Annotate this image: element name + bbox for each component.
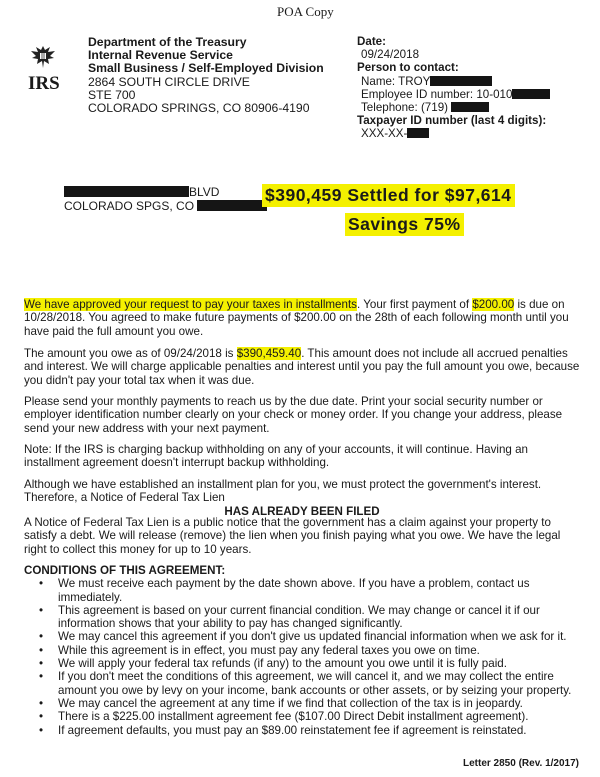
taxpayer-value: XXX-XX- [357, 127, 550, 140]
conditions-title: CONDITIONS OF THIS AGREEMENT: [24, 564, 226, 577]
sender-suite: STE 700 [88, 87, 136, 102]
irs-logo [28, 44, 62, 95]
irs-eagle-icon [28, 44, 58, 70]
lien-filed-heading: HAS ALREADY BEEN FILED [224, 504, 380, 518]
list-item: • We may cancel the agreement at any time if we find that collection of the tax is in jeopardy. [39, 696, 523, 710]
sender-street: 2864 SOUTH CIRCLE DRIVE [88, 74, 250, 89]
settlement-highlight: $390,459 Settled for $97,614 [262, 184, 515, 207]
recipient-address [64, 185, 267, 213]
date-label: Date: [357, 35, 386, 48]
irs-logo-text: IRS [28, 73, 60, 94]
service-name: Internal Revenue Service [88, 48, 233, 63]
sender-city: COLORADO SPRINGS, CO 80906-4190 [88, 101, 310, 116]
person-label: Person to contact: [357, 61, 459, 75]
telephone: Telephone: (719) [357, 101, 550, 114]
paragraph-payments: Please send your monthly payments to reach us by the due date. Print your social security number or employer identification number clearly on your check or money order. If you change your address, please send your new address with your next payment. [24, 395, 563, 435]
paragraph-backup-withholding: Note: If the IRS is charging backup withholding on any of your accounts, it will continue. Having an installment agreement doesn't interrupt backup withholding. [24, 443, 528, 470]
date-value: 09/24/2018 [361, 48, 420, 62]
list-item: • We will apply your federal tax refunds (if any) to the amount you owe until it is fully paid. [39, 657, 507, 671]
savings-highlight: Savings 75% [345, 213, 464, 236]
redaction [197, 200, 267, 211]
poa-copy-label: POA Copy [277, 4, 334, 19]
paragraph-lien-notice: A Notice of Federal Tax Lien is a public notice that the government has a claim against your property to satisfy a debt. We will release (remove) the lien when you finish paying what you owe. We have the legal right to collect this money for up to 10 years. [24, 516, 561, 556]
sender-address [88, 36, 324, 115]
list-item: • We must receive each payment by the date shown above. If you have a problem, contact us immediately. [39, 577, 530, 604]
division-name: Small Business / Self-Employed Division [88, 61, 324, 76]
recipient-city: COLORADO SPGS, CO [64, 199, 267, 213]
list-item: • While this agreement is in effect, you must pay any federal taxes you owe on time. [39, 643, 480, 657]
redaction [64, 186, 189, 197]
list-item: • This agreement is based on your current financial condition. We may change or cancel it if our information shows that your ability to pay has changed significantly. [39, 603, 540, 631]
list-item: • There is a $225.00 installment agreement fee ($107.00 Direct Debit installment agreement). [39, 710, 529, 724]
list-item: • If agreement defaults, you must pay an $89.00 reinstatement fee if agreement is reinstated. [39, 723, 527, 737]
redaction [512, 89, 550, 99]
paragraph-lien: Although we have established an installment plan for you, we must protect the government's interest. Therefore, a Notice of Federal Tax Lien HAS ALREADY BEEN FILED [24, 478, 580, 518]
department-name: Department of the Treasury [88, 35, 247, 49]
taxpayer-label: Taxpayer ID number (last 4 digits): [357, 114, 547, 128]
paragraph-amount-owed: The amount you owe as of 09/24/2018 is $390,459.40. This amount does not include all accrued penalties and interest. We will charge applicable penalties and interest until you pay the full amount you owe, because you didn't pay your total tax when it was due. [24, 347, 580, 387]
conditions-section [24, 564, 580, 737]
form-number: Letter 2850 (Rev. 1/2017) [463, 758, 579, 769]
contact-block [357, 35, 550, 141]
contact-name: Name: TROY [357, 75, 550, 88]
paragraph-approval: We have approved your request to pay your taxes in installments. Your first payment of $200.00 is due on 10/28/2018. You agreed to make future payments of $200.00 on the 28th of each following month until you have paid the full amount you owe. [24, 298, 569, 338]
list-item: • If you don't meet the conditions of this agreement, we will cancel it, and we may collect the entire amount you owe by levy on your income, bank accounts or other assets, or by seizing your property. [39, 670, 572, 697]
redaction [407, 128, 429, 138]
employee-id: Employee ID number: 10-010 [357, 88, 550, 101]
list-item: • We may cancel this agreement if you don't give us updated financial information when we ask for it. [39, 630, 567, 644]
redaction [430, 76, 492, 86]
conditions-list [24, 577, 580, 737]
recipient-street: BLVD [64, 185, 267, 199]
redaction [451, 102, 489, 112]
